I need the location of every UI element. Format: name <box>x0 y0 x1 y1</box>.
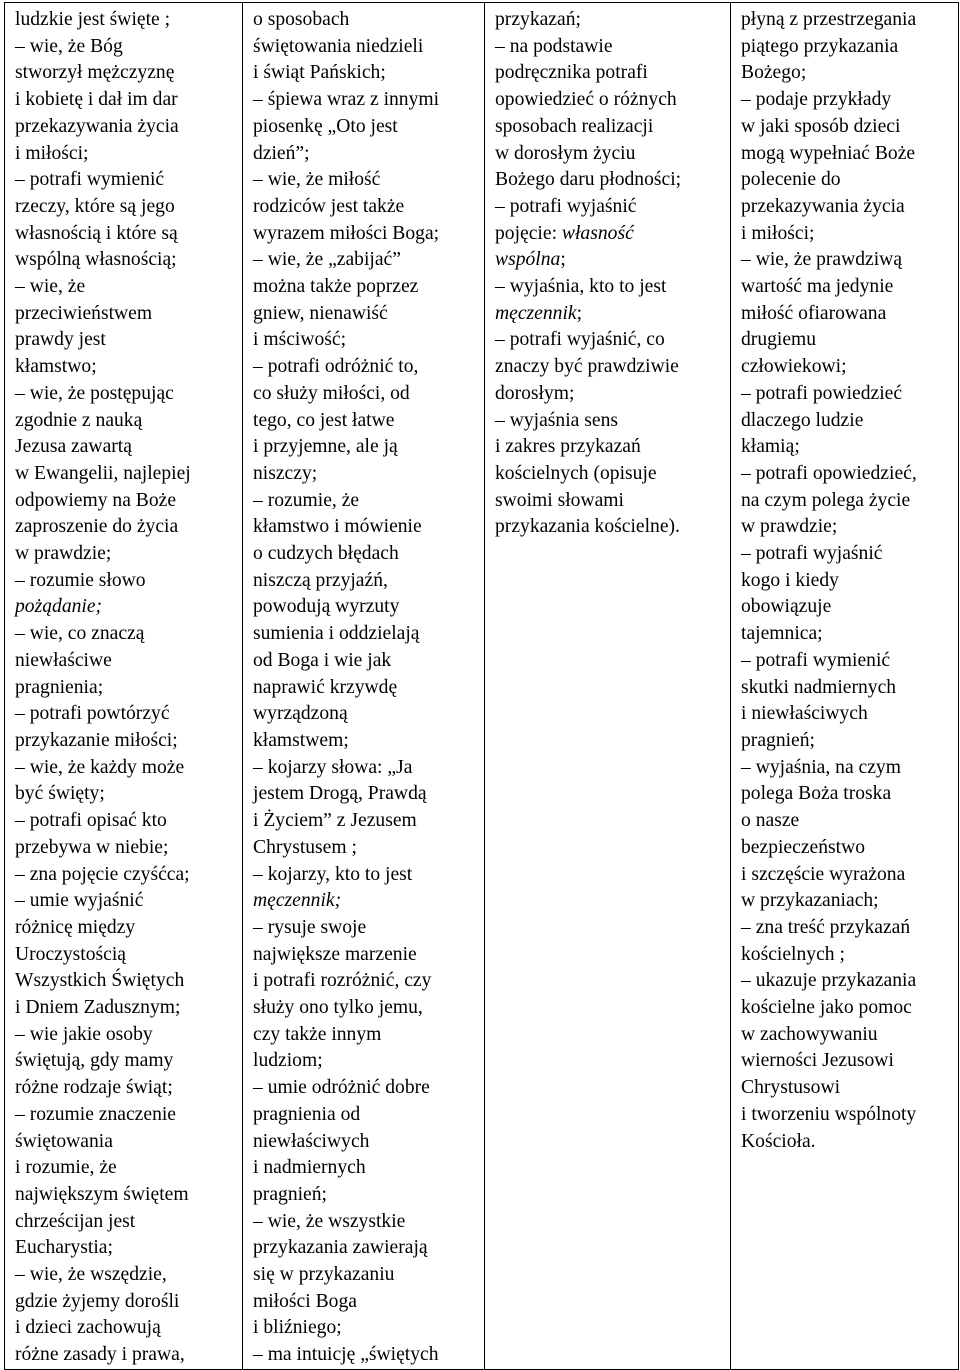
text-line: stworzył mężczyznę <box>15 62 175 84</box>
text-line: i dzieci zachowują <box>15 1317 161 1339</box>
text-line: polega Boża troska <box>741 783 892 805</box>
text-line: i kobietę i dał im dar <box>15 89 178 111</box>
text-line: kłamstwo; <box>15 356 97 378</box>
text-line: opowiedzieć o różnych <box>495 89 677 111</box>
text-line: przykazań; <box>495 9 581 30</box>
text-line: – potrafi wyjaśnić, co <box>495 329 665 351</box>
text-line: – kojarzy, kto to jest <box>253 863 413 885</box>
text-line: w dorosłym życiu <box>495 142 636 164</box>
text-line: – potrafi opisać kto <box>15 810 167 832</box>
text-line: polecenie do <box>741 169 841 191</box>
text-line: – potrafi odróżnić to, <box>253 356 419 378</box>
text-line: Eucharystia; <box>15 1237 113 1259</box>
text-line: mogą wypełniać Boże <box>741 142 916 164</box>
text-line: – kojarzy słowa: „Ja <box>253 756 413 778</box>
text-line: własnością i które są <box>15 222 178 244</box>
text-line <box>495 301 722 328</box>
text-line: powodują wyrzuty <box>253 596 400 618</box>
text-line: Chrystusem ; <box>253 836 357 858</box>
text-line: Jezusa zawartą <box>15 436 132 458</box>
text-line: sumienia i oddzielają <box>253 623 420 645</box>
text-line: w Ewangelii, najlepiej <box>15 462 191 484</box>
text-line: – zna pojęcie czyśćca; <box>15 863 190 885</box>
text-line: i potrafi rozróżnić, czy <box>253 970 432 992</box>
text-line: dorosłym; <box>495 382 575 404</box>
text-line: co służy miłości, od <box>253 382 410 404</box>
text-line: świętują, gdy mamy <box>15 1050 174 1072</box>
table-cell-col-2 <box>243 3 485 1370</box>
text-line: i nadmiernych <box>253 1157 366 1179</box>
text-line: na czym polega życie <box>741 489 911 511</box>
text-line: – potrafi wyjaśnić <box>495 195 637 217</box>
text-line: miłość ofiarowana <box>741 302 887 324</box>
text-line: można także poprzez <box>253 276 419 298</box>
text-line: Wszystkich Świętych <box>15 970 185 992</box>
text-line: – śpiewa wraz z innymi <box>253 89 440 111</box>
text-line: chrześcijan jest <box>15 1210 136 1232</box>
text-line: przekazywania życia <box>741 195 905 217</box>
text-line: zgodnie z nauką <box>15 409 143 431</box>
text-fragment: ; <box>576 302 583 324</box>
text-line: przykazanie miłości; <box>15 729 178 751</box>
text-line: największe marzenie <box>253 943 417 965</box>
text-line: w przykazaniach; <box>741 890 879 912</box>
text-line: – umie wyjaśnić <box>15 890 144 912</box>
text-line: – rozumie znaczenie <box>15 1103 177 1125</box>
text-line: i Życiem” z Jezusem <box>253 810 417 832</box>
text-line: pragnienia; <box>15 676 104 698</box>
cell-text-col-2 <box>253 7 476 1369</box>
text-line: – wie, że wszędzie, <box>15 1264 167 1286</box>
text-line: kogo i kiedy <box>741 569 839 591</box>
text-line: – zna treść przykazań <box>741 916 911 938</box>
text-fragment: pojęcie: <box>495 222 562 244</box>
text-line: pragnień; <box>741 729 815 751</box>
text-line: zaproszenie do życia <box>15 516 179 538</box>
text-line: piosenkę „Oto jest <box>253 115 398 137</box>
text-line: drugiemu <box>741 329 817 351</box>
text-line: w prawdzie; <box>15 543 112 565</box>
text-line: rzeczy, które są jego <box>15 195 175 217</box>
text-line: – wie, co znaczą <box>15 623 145 645</box>
text-line: znaczy być prawdziwie <box>495 356 679 378</box>
text-line: – potrafi wyjaśnić <box>741 543 883 565</box>
text-line: podręcznika potrafi <box>495 62 648 84</box>
text-line: Bożego daru płodności; <box>495 169 682 191</box>
text-fragment: ; <box>560 249 566 271</box>
text-line: bezpieczeństwo <box>741 836 866 858</box>
text-line: pożądanie; <box>15 596 103 618</box>
text-line: niewłaściwych <box>253 1130 370 1152</box>
text-line: męczennik; <box>253 890 342 912</box>
cell-text-col-1 <box>15 7 234 1369</box>
text-line: kościelne jako pomoc <box>741 997 912 1019</box>
text-line: i Dniem Zadusznym; <box>15 997 181 1019</box>
text-line: różne rodzaje świąt; <box>15 1077 173 1099</box>
text-line: przykazania zawierają <box>253 1237 428 1259</box>
curriculum-table <box>4 2 959 1370</box>
text-line: Chrystusowi <box>741 1077 841 1099</box>
text-line: piątego przykazania <box>741 35 899 57</box>
text-line: przykazania kościelne). <box>495 516 680 538</box>
text-line: kłamstwo i mówienie <box>253 516 422 538</box>
text-line: wspólną własnością; <box>15 249 177 271</box>
table-cell-col-4 <box>731 3 959 1370</box>
text-line <box>495 247 722 274</box>
text-line: – ukazuje przykazania <box>741 970 917 992</box>
text-line: różnicę między <box>15 916 136 938</box>
text-line: dlaczego ludzie <box>741 409 864 431</box>
text-line: w jaki sposób dzieci <box>741 115 901 137</box>
table-row <box>5 3 959 1370</box>
cell-text-col-3 <box>495 7 722 541</box>
text-line: – na podstawie <box>495 35 613 57</box>
text-line: o nasze <box>741 810 800 832</box>
text-line: – umie odróżnić dobre <box>253 1077 430 1099</box>
text-line: świętowania niedzieli <box>253 35 424 57</box>
text-line: i szczęście wyrażona <box>741 863 906 885</box>
text-fragment: wspólna <box>495 249 561 271</box>
text-line: różne zasady i prawa, <box>15 1344 185 1366</box>
text-line: – potrafi opowiedzieć, <box>741 462 917 484</box>
text-line: ludzkie jest święte ; <box>15 9 171 30</box>
text-line: i niewłaściwych <box>741 703 868 725</box>
text-line: – wie, że każdy może <box>15 756 185 778</box>
text-line: – rozumie słowo <box>15 569 146 591</box>
text-line: gdzie żyjemy dorośli <box>15 1290 180 1312</box>
text-line: się w przykazaniu <box>253 1264 395 1286</box>
text-line: ludziom; <box>253 1050 323 1072</box>
text-line: skutki nadmiernych <box>741 676 897 698</box>
text-line: – rysuje swoje <box>253 916 367 938</box>
text-line: niszczy; <box>253 462 318 484</box>
text-line: i świąt Pańskich; <box>253 62 386 84</box>
text-line: kłamstwem; <box>253 729 349 751</box>
text-line: tego, co jest łatwe <box>253 409 395 431</box>
text-line: niszczą przyjaźń, <box>253 569 388 591</box>
text-line: – wie, że wszystkie <box>253 1210 406 1232</box>
text-line: – potrafi wymienić <box>741 649 891 671</box>
text-fragment: własność <box>561 222 634 244</box>
text-line: człowiekowi; <box>741 356 847 378</box>
text-line: jestem Drogą, Prawdą <box>253 783 427 805</box>
text-line: płyną z przestrzegania <box>741 9 917 30</box>
text-line: miłości Boga <box>253 1290 357 1312</box>
text-line: i tworzeniu wspólnoty <box>741 1103 917 1125</box>
text-line: – wie, że „zabijać” <box>253 249 401 271</box>
text-line: – ma intuicję „świętych <box>253 1344 439 1366</box>
text-line: – wyjaśnia sens <box>495 409 618 431</box>
text-line: – wie, że Bóg <box>15 35 123 57</box>
text-line: prawdy jest <box>15 329 106 351</box>
text-line: pragnienia od <box>253 1103 361 1125</box>
text-line: niewłaściwe <box>15 649 112 671</box>
text-line: kłamią; <box>741 436 800 458</box>
text-line: naprawić krzywdę <box>253 676 398 698</box>
text-line: wyrazem miłości Boga; <box>253 222 440 244</box>
text-line: o sposobach <box>253 9 350 30</box>
text-line: – podaje przykłady <box>741 89 892 111</box>
text-line: przeciwieństwem <box>15 302 153 324</box>
text-line: wierności Jezusowi <box>741 1050 894 1072</box>
text-line: – wyjaśnia, na czym <box>741 756 901 778</box>
text-line: przekazywania życia <box>15 115 179 137</box>
text-line: – potrafi wymienić <box>15 169 165 191</box>
text-line: gniew, nienawiść <box>253 302 388 324</box>
text-line: kościelnych (opisuje <box>495 462 657 484</box>
text-line: – rozumie, że <box>253 489 360 511</box>
text-line: – potrafi powiedzieć <box>741 382 903 404</box>
text-line: i miłości; <box>15 142 89 164</box>
text-line: – wie, że miłość <box>253 169 381 191</box>
table-cell-col-3 <box>485 3 731 1370</box>
text-line: rodziców jest także <box>253 195 405 217</box>
text-line: i bliźniego; <box>253 1317 342 1339</box>
text-line: kościelnych ; <box>741 943 845 965</box>
text-line: świętowania <box>15 1130 113 1152</box>
text-line: służy ono tylko jemu, <box>253 997 423 1019</box>
text-line: o cudzych błędach <box>253 543 399 565</box>
text-line: obowiązuje <box>741 596 832 618</box>
text-line: i miłości; <box>741 222 815 244</box>
text-line: wyrządzoną <box>253 703 348 725</box>
text-line: w zachowywaniu <box>741 1023 878 1045</box>
text-line: – wie, że <box>15 276 86 298</box>
text-line: Bożego; <box>741 62 807 84</box>
text-line: Kościoła. <box>741 1130 816 1152</box>
text-line: – wie, że prawdziwą <box>741 249 903 271</box>
text-line: i zakres przykazań <box>495 436 641 458</box>
text-line: tajemnica; <box>741 623 823 645</box>
text-line: wartość ma jedynie <box>741 276 894 298</box>
text-line: pragnień; <box>253 1183 327 1205</box>
text-line <box>495 221 722 248</box>
cell-text-col-4 <box>741 7 950 1155</box>
text-line: sposobach realizacji <box>495 115 654 137</box>
text-line: i mściwość; <box>253 329 347 351</box>
text-line: dzień”; <box>253 142 310 164</box>
text-line: od Boga i wie jak <box>253 649 392 671</box>
text-line: – wyjaśnia, kto to jest <box>495 276 667 298</box>
text-line: Uroczystością <box>15 943 126 965</box>
text-line: przebywa w niebie; <box>15 836 169 858</box>
text-line: – potrafi powtórzyć <box>15 703 170 725</box>
table-cell-col-1 <box>5 3 243 1370</box>
text-fragment: męczennik <box>495 302 577 324</box>
text-line: odpowiemy na Boże <box>15 489 177 511</box>
text-line: – wie jakie osoby <box>15 1023 153 1045</box>
text-line: być święty; <box>15 783 105 805</box>
text-line: i przyjemne, ale ją <box>253 436 398 458</box>
text-line: – wie, że postępując <box>15 382 174 404</box>
text-line: swoimi słowami <box>495 489 624 511</box>
text-line: największym świętem <box>15 1183 189 1205</box>
text-line: i rozumie, że <box>15 1157 117 1179</box>
text-line: w prawdzie; <box>741 516 838 538</box>
text-line: czy także innym <box>253 1023 382 1045</box>
